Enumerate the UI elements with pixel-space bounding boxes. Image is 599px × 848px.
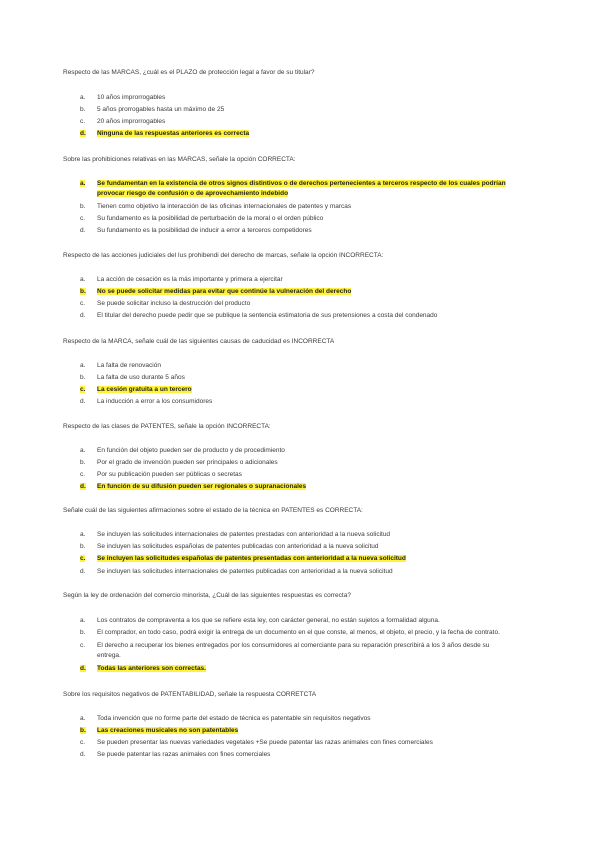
option-text: Los contratos de compraventa a los que se refiere esta ley, con carácter general, no están sujetos a formalidad alguna. [97,617,440,624]
option-text: En función del objeto pueden ser de producto y de procedimiento [97,447,285,454]
option-letter: d. [80,398,86,405]
option-text: Por el grado de invención pueden ser principales o adicionales [97,459,278,466]
option-letter: c. [80,555,86,562]
option-text: La inducción a error a los consumidores [97,398,213,405]
option-text: No se puede solicitar medidas para evitar que continúe la vulneración del derecho [97,288,352,295]
option-text: Se incluyen las solicitudes españolas de patentes presentadas con anterioridad a la nueva solicitud [97,555,406,562]
option-text: En función de su difusión pueden ser regionales o supranacionales [97,483,307,490]
option-letter: c. [80,386,86,393]
option-text: La falta de renovación [97,362,161,369]
option-text: El comprador, en todo caso, podrá exigir la entrega de un documento en el que conste, al menos, el objeto, el precio, y la fecha de contrato. [97,629,500,636]
option-letter: d. [80,130,86,137]
option-text: La falta de uso durante 5 años [97,374,185,381]
option-letter: c. [80,118,86,125]
option-text: Su fundamento es la posibilidad de inducir a error a terceros competidores [97,227,312,234]
option-letter: d. [80,751,86,758]
option-text: Toda invención que no forme parte del estado de técnica es patentable sin requisitos negativos [97,715,371,722]
option-letter: c. [80,300,86,307]
option-text-cont: entrega. [97,651,121,659]
option-text: El derecho a recuperar los bienes entregados por los consumidores al comerciante para su reparación prescribirá a los 3 años desde su [97,642,490,649]
option-letter: d. [80,312,86,319]
option-text: Se incluyen las solicitudes internacionales de patentes prestadas con anterioridad a la nueva solicitud [97,531,391,538]
option-letter: b. [80,288,86,295]
option-letter: c. [80,215,86,222]
option-letter: b. [80,203,86,210]
option-text: Se pueden presentar las nuevas variedades vegetales +Se puede patentar las razas animales con fines comerciales [97,739,433,746]
option-text: Se incluyen las solicitudes españolas de patentes publicadas con anterioridad a la nueva solicitud [97,543,379,550]
option-text: Ninguna de las respuestas anteriores es correcta [97,130,250,137]
option-text: El titular del derecho puede pedir que se publique la sentencia estimatoria de sus pretensiones a costa del condenado [97,312,438,319]
option-letter: c. [80,471,86,478]
option-text: Se puede solicitar incluso la destrucción del producto [97,300,251,307]
option-letter: c. [80,642,86,649]
option-letter: b. [80,106,86,113]
question-4: Respecto de la MARCA, señale cuál de las siguientes causas de caducidad es INCORRECTA [63,338,335,345]
option-letter: a. [80,531,86,538]
option-text: Se incluyen las solicitudes internacionales de patentes publicadas con anterioridad a la nueva solicitud [97,568,393,575]
option-letter: b. [80,374,86,381]
option-text: Tienen como objetivo la interacción de las oficinas internacionales de patentes y marcas [97,203,352,210]
option-letter: a. [80,276,86,283]
question-1: Respecto de las MARCAS, ¿cuál es el PLAZO de protección legal a favor de su titular? [63,69,315,76]
question-7: Según la ley de ordenación del comercio minorista, ¿Cuál de las siguientes respuestas es correcta? [63,592,351,599]
option-letter: d. [80,483,86,490]
question-2: Sobre las prohibiciones relativas en las MARCAS, señale la opción CORRECTA: [63,156,296,163]
option-text: Su fundamento es la posibilidad de perturbación de la moral o el orden público [97,215,324,222]
option-letter: a. [80,180,86,187]
option-text: Se puede patentar las razas animales con fines comerciales [97,751,271,758]
option-letter: a. [80,715,86,722]
option-text: La acción de cesación es la más importante y primera a ejercitar [97,276,283,283]
option-letter: a. [80,94,86,101]
option-text: 5 años prorrogables hasta un máximo de 25 [97,106,225,113]
option-letter: a. [80,362,86,369]
option-letter: b. [80,727,86,734]
option-text: La cesión gratuita a un tercero [97,386,192,393]
option-letter: a. [80,617,86,624]
option-text: Se fundamentan en la existencia de otros signos distintivos o de derechos pertenecientes a terceros respecto de los cuales podrían [97,180,506,187]
option-letter: b. [80,543,86,550]
option-letter: c. [80,739,86,746]
question-3: Respecto de las acciones judiciales del Ius prohibendi del derecho de marcas, señale la opción INCORRECTA: [63,252,384,259]
option-letter: d. [80,227,86,234]
option-text: 20 años improrrogables [97,118,166,125]
option-text: Las creaciones musicales no son patentables [97,727,239,734]
option-letter: d. [80,568,86,575]
question-6: Señale cuál de las siguientes afirmaciones sobre el estado de la técnica en PATENTES es CORRECTA: [63,507,363,514]
option-text: Por su publicación pueden ser públicas o secretas [97,471,242,478]
option-letter: b. [80,629,86,636]
option-letter: b. [80,459,86,466]
option-letter: d. [80,665,86,672]
question-5: Respecto de las clases de PATENTES, señale la opción INCORRECTA: [63,423,271,430]
option-text: Todas las anteriores son correctas. [97,665,206,672]
option-text: 10 años improrrogables [97,94,166,101]
option-text-cont: provocar riesgo de confusión o de aprovechamiento indebido [97,189,289,197]
option-letter: a. [80,447,86,454]
question-8: Sobre los requisitos negativos de PATENTABILIDAD, señale la respuesta CORRETCTA [63,691,317,698]
